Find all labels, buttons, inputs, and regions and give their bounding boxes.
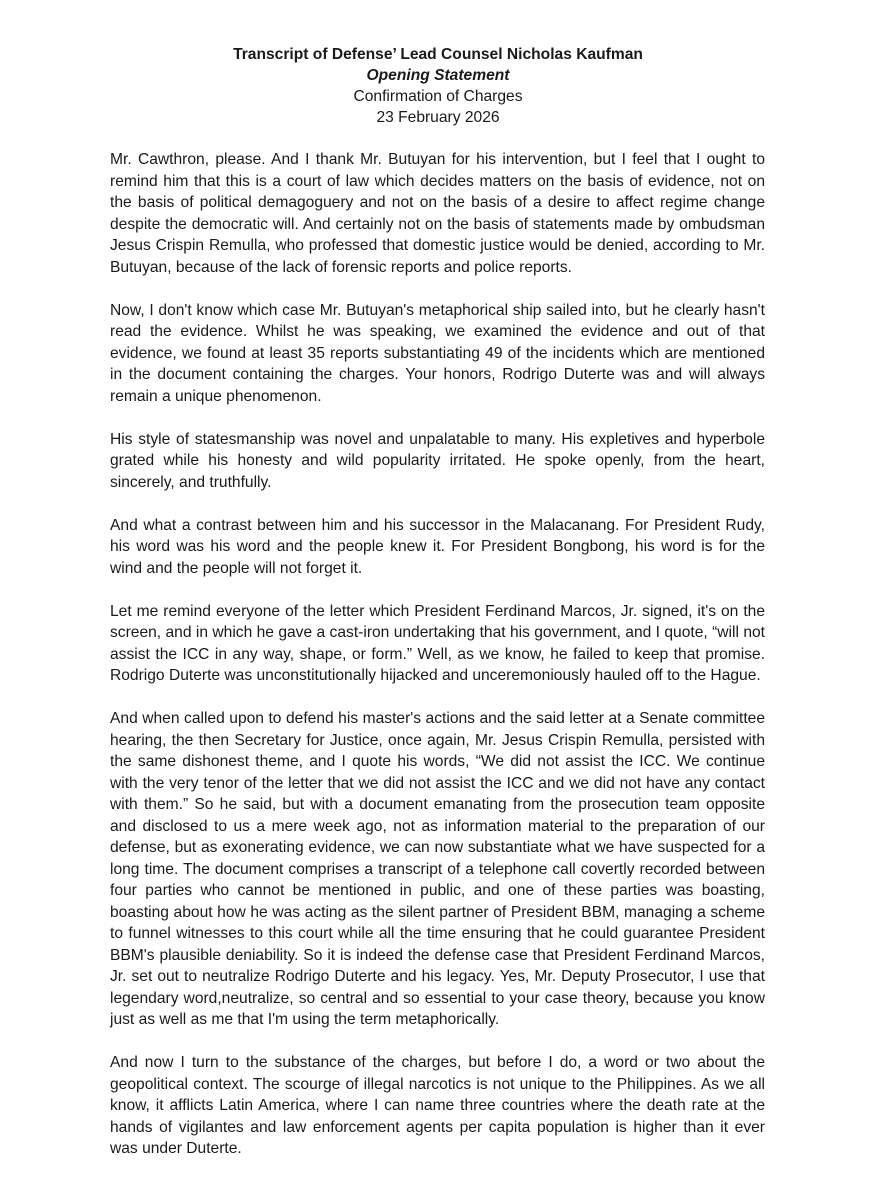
document-header <box>0 44 876 128</box>
paragraph-1: Mr. Cawthron, please. And I thank Mr. Butuyan for his intervention, but I feel that I ought to remind him that this is a court of law which decides matters on the basis of evidence, not on the basis of political demagoguery and not on the basis of a desire to affect regime change despite the democratic will. And certainly not on the basis of statements made by ombudsman Jesus Crispin Remulla, who professed that domestic justice would be denied, according to Mr. Butuyan, because of the lack of forensic reports and police reports. <box>110 151 765 276</box>
document-date: 23 February 2026 <box>376 109 500 126</box>
paragraph-3: His style of statesmanship was novel and unpalatable to many. His expletives and hyperbole grated while his honesty and wild popularity irritated. He spoke openly, from the heart, sincerely, and truthfully. <box>110 430 765 491</box>
transcript-body <box>110 149 765 1181</box>
paragraph-5: Let me remind everyone of the letter which President Ferdinand Marcos, Jr. signed, it's on the screen, and in which he gave a cast-iron undertaking that his government, and I quote, “will not assist the ICC in any way, shape, or form.” Well, as we know, he failed to keep that promise. Rodrigo Duterte was unconstitutionally hijacked and unceremoniously hauled off to the Hague. <box>110 602 765 684</box>
paragraph-7: And now I turn to the substance of the charges, but before I do, a word or two about the geopolitical context. The scourge of illegal narcotics is not unique to the Philippines. As we all know, it afflicts Latin America, where I can name three countries where the death rate at the hands of vigilantes and law enforcement agents per capita population is higher than it ever was under Duterte. <box>110 1054 765 1157</box>
document-title: Transcript of Defense’ Lead Counsel Nicholas Kaufman <box>233 46 643 63</box>
paragraph-6: And when called upon to defend his master's actions and the said letter at a Senate committee hearing, the then Secretary for Justice, once again, Mr. Jesus Crispin Remulla, persisted with the same dishonest theme, and I quote his words, “We did not assist the ICC. We continue with the very tenor of the letter that we did not assist the ICC and we did not have any contact with them.” So he said, but with a document emanating from the prosecution team opposite and disclosed to us a mere week ago, not as information material to the preparation of our defense, but as exonerating evidence, we can now substantiate what we have suspected for a long time. The document comprises a transcript of a telephone call covertly recorded between four parties who cannot be mentioned in public, and one of these parties was boasting, boasting about how he was acting as the silent partner of President BBM, managing a scheme to funnel witnesses to this court while all the time ensuring that he could guarantee President BBM's plausible deniability. So it is indeed the defense case that President Ferdinand Marcos, Jr. set out to neutralize Rodrigo Duterte and his legacy. Yes, Mr. Deputy Prosecutor, I use that legendary word,neutralize, so central and so essential to your case theory, because you know just as well as me that I'm using the term metaphorically. <box>110 710 765 1028</box>
paragraph-2: Now, I don't know which case Mr. Butuyan's metaphorical ship sailed into, but he clearly hasn't read the evidence. Whilst he was speaking, we examined the evidence and out of that evidence, we found at least 35 reports substantiating 49 of the incidents which are mentioned in the document containing the charges. Your honors, Rodrigo Duterte was and will always remain a unique phenomenon. <box>110 301 765 405</box>
document-subtitle: Opening Statement <box>366 67 510 84</box>
proceeding-name: Confirmation of Charges <box>353 88 523 105</box>
paragraph-4: And what a contrast between him and his successor in the Malacanang. For President Rudy, his word was his word and the people knew it. For President Bongbong, his word is for the wind and the people will not forget it. <box>110 516 765 577</box>
